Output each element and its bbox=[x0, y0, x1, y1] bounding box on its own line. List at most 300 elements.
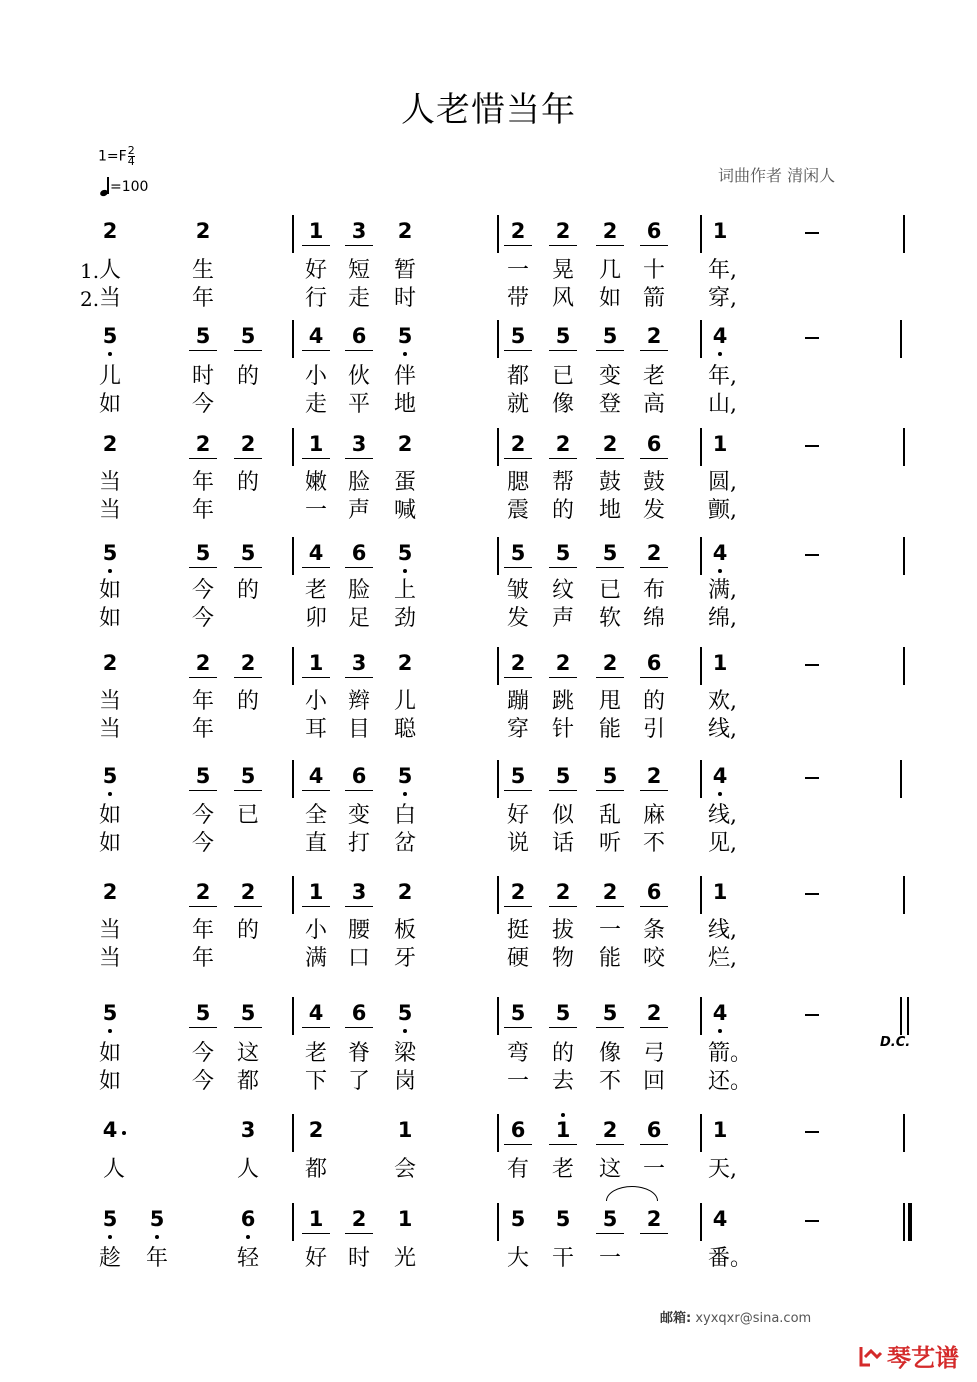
lyric-char: 乱 bbox=[598, 803, 621, 828]
lyric-char: 挺 bbox=[506, 918, 529, 943]
note-digit: 5 bbox=[195, 541, 211, 565]
lyric-char: 时 bbox=[191, 364, 214, 389]
low-octave-dot bbox=[403, 1029, 407, 1033]
lyric-char: 腮 bbox=[506, 470, 529, 495]
note-digit: 2 bbox=[102, 219, 118, 243]
lyric-char: 变 bbox=[347, 803, 370, 828]
lyric-char: 听 bbox=[598, 831, 621, 856]
lyric-char: 这 bbox=[236, 1041, 259, 1066]
note-digit: 5 bbox=[510, 1001, 526, 1025]
note-digit: 2 bbox=[510, 432, 526, 456]
note-digit: 2 bbox=[397, 219, 413, 243]
note-digit: 5 bbox=[510, 541, 526, 565]
note-digit: 5 bbox=[602, 1207, 618, 1231]
note bbox=[100, 764, 120, 788]
lyric-char: 有 bbox=[506, 1157, 529, 1182]
note-digit: 5 bbox=[102, 541, 118, 565]
lyric-char: 时 bbox=[393, 286, 416, 311]
lyric-char: 还。 bbox=[708, 1069, 753, 1094]
lyric-char: 绵, bbox=[708, 606, 737, 631]
lyric-char: 如 bbox=[598, 286, 621, 311]
lyric-char: 声 bbox=[347, 498, 370, 523]
double-bar-line bbox=[907, 997, 909, 1035]
note bbox=[306, 219, 326, 243]
note-digit: 6 bbox=[351, 541, 367, 565]
lyric-char: 小 bbox=[304, 918, 327, 943]
note bbox=[349, 432, 369, 456]
lyric-char: 时 bbox=[347, 1246, 370, 1271]
note bbox=[644, 651, 664, 675]
note bbox=[553, 764, 573, 788]
lyric-char: 脸 bbox=[347, 470, 370, 495]
note bbox=[553, 541, 573, 565]
note-digit: 2 bbox=[308, 1118, 324, 1142]
note-digit: 1 bbox=[712, 219, 728, 243]
lyric-char: 一 bbox=[598, 1246, 621, 1271]
note bbox=[553, 324, 573, 348]
lyric-char: 今 bbox=[191, 578, 214, 603]
lyric-char: 甩 bbox=[598, 689, 621, 714]
lyric-char: 今 bbox=[191, 803, 214, 828]
lyric-char: 伴 bbox=[393, 364, 416, 389]
note bbox=[508, 1207, 528, 1231]
lyric-char: 颤, bbox=[708, 498, 737, 523]
note-digit: 1 bbox=[308, 432, 324, 456]
lyric-char: 拔 bbox=[551, 918, 574, 943]
note bbox=[710, 764, 730, 788]
bar-line bbox=[497, 428, 499, 466]
lyric-char: 如 bbox=[98, 606, 121, 631]
lyric-line bbox=[0, 1041, 977, 1067]
lyric-char: 脊 bbox=[347, 1041, 370, 1066]
note-digit: 6 bbox=[351, 764, 367, 788]
note-digit: 2 bbox=[397, 651, 413, 675]
note-digit: 1 bbox=[397, 1207, 413, 1231]
note bbox=[193, 651, 213, 675]
lyric-char: 欢, bbox=[708, 689, 737, 714]
note bbox=[600, 880, 620, 904]
lyric-char: 年, bbox=[708, 364, 737, 389]
note-digit: 5 bbox=[102, 324, 118, 348]
lyric-line bbox=[0, 1157, 977, 1183]
low-octave-dot bbox=[718, 1029, 722, 1033]
bar-line bbox=[292, 1114, 294, 1152]
bar-line bbox=[292, 320, 294, 358]
lyric-char: 了 bbox=[347, 1069, 370, 1094]
note bbox=[710, 1001, 730, 1025]
note bbox=[306, 1001, 326, 1025]
lyric-char: 的 bbox=[236, 689, 259, 714]
lyric-char: 鼓 bbox=[642, 470, 665, 495]
bar-line bbox=[292, 215, 294, 253]
bar-line bbox=[292, 428, 294, 466]
note bbox=[193, 432, 213, 456]
lyric-char: 足 bbox=[347, 606, 370, 631]
low-octave-dot bbox=[718, 352, 722, 356]
note bbox=[508, 1001, 528, 1025]
note bbox=[349, 1207, 369, 1231]
lyric-char: 目 bbox=[347, 717, 370, 742]
lyric-char: 人 bbox=[98, 258, 121, 283]
note-digit: 5 bbox=[102, 1207, 118, 1231]
note-digit: 1 bbox=[308, 1207, 324, 1231]
notation-row bbox=[0, 997, 977, 1037]
note-digit: 4 bbox=[712, 1207, 728, 1231]
note-digit: 2 bbox=[195, 880, 211, 904]
lyric-char: 线, bbox=[708, 717, 737, 742]
lyric-char: 带 bbox=[506, 286, 529, 311]
note bbox=[395, 651, 415, 675]
lyric-char: 去 bbox=[551, 1069, 574, 1094]
note bbox=[238, 541, 258, 565]
note-digit: 4 bbox=[712, 324, 728, 348]
lyric-line bbox=[0, 286, 977, 312]
note-digit: 4 bbox=[308, 764, 324, 788]
lyric-char: 岗 bbox=[393, 1069, 416, 1094]
email-label: 邮箱: bbox=[660, 1311, 692, 1326]
note-digit: 5 bbox=[397, 1001, 413, 1025]
note-digit: 5 bbox=[102, 764, 118, 788]
lyric-char: 晃 bbox=[551, 258, 574, 283]
lyric-line bbox=[0, 258, 977, 284]
note bbox=[349, 324, 369, 348]
lyric-char: 蹦 bbox=[506, 689, 529, 714]
note-digit: 4 bbox=[308, 1001, 324, 1025]
lyric-char: 今 bbox=[191, 1041, 214, 1066]
lyric-char: 山, bbox=[708, 392, 737, 417]
lyric-char: 会 bbox=[393, 1157, 416, 1182]
note bbox=[600, 324, 620, 348]
lyric-char: 老 bbox=[304, 578, 327, 603]
note-digit: 4 bbox=[712, 1001, 728, 1025]
lyric-line bbox=[0, 392, 977, 418]
lyric-char: 的 bbox=[236, 918, 259, 943]
note-digit: 6 bbox=[646, 651, 662, 675]
extension-dash bbox=[805, 232, 819, 234]
final-bar-thin bbox=[903, 1203, 905, 1241]
note bbox=[395, 764, 415, 788]
note-digit: 5 bbox=[555, 324, 571, 348]
note bbox=[147, 1207, 167, 1231]
note bbox=[395, 1118, 415, 1142]
time-unit: 4 bbox=[127, 155, 135, 168]
lyric-char: 平 bbox=[347, 392, 370, 417]
lyric-char: 皱 bbox=[506, 578, 529, 603]
note bbox=[395, 1001, 415, 1025]
note bbox=[238, 764, 258, 788]
lyric-char: 绵 bbox=[642, 606, 665, 631]
bar-line bbox=[903, 876, 905, 914]
lyric-char: 的 bbox=[236, 470, 259, 495]
note bbox=[306, 764, 326, 788]
note-digit: 6 bbox=[510, 1118, 526, 1142]
note bbox=[100, 1118, 120, 1142]
lyric-char: 像 bbox=[598, 1041, 621, 1066]
note-digit: 5 bbox=[195, 1001, 211, 1025]
lyric-char: 小 bbox=[304, 364, 327, 389]
lyric-char: 跳 bbox=[551, 689, 574, 714]
lyric-char: 发 bbox=[506, 606, 529, 631]
note bbox=[508, 764, 528, 788]
note bbox=[644, 1118, 664, 1142]
key-signature bbox=[98, 146, 135, 167]
note bbox=[238, 880, 258, 904]
note bbox=[644, 764, 664, 788]
note-digit: 5 bbox=[602, 1001, 618, 1025]
note bbox=[710, 324, 730, 348]
note-digit: 6 bbox=[351, 1001, 367, 1025]
note-digit: 2 bbox=[102, 651, 118, 675]
note-digit: 5 bbox=[102, 1001, 118, 1025]
lyric-char: 都 bbox=[304, 1157, 327, 1182]
lyric-char: 箭。 bbox=[708, 1041, 753, 1066]
note bbox=[306, 541, 326, 565]
bar-line bbox=[497, 215, 499, 253]
lyric-char: 就 bbox=[506, 392, 529, 417]
lyric-char: 几 bbox=[598, 258, 621, 283]
lyric-char: 说 bbox=[506, 831, 529, 856]
note bbox=[193, 1001, 213, 1025]
note-digit: 1 bbox=[308, 880, 324, 904]
note bbox=[306, 880, 326, 904]
lyric-char: 风 bbox=[551, 286, 574, 311]
bar-line bbox=[700, 428, 702, 466]
note-digit: 2 bbox=[195, 651, 211, 675]
note bbox=[553, 1001, 573, 1025]
note-digit: 5 bbox=[555, 541, 571, 565]
low-octave-dot bbox=[246, 1235, 250, 1239]
note bbox=[553, 1207, 573, 1231]
song-title: 人老惜当年 bbox=[401, 90, 576, 130]
lyric-char: 大 bbox=[506, 1246, 529, 1271]
double-bar-line bbox=[900, 997, 902, 1035]
note bbox=[349, 541, 369, 565]
lyric-char: 年 bbox=[191, 689, 214, 714]
lyric-char: 老 bbox=[551, 1157, 574, 1182]
note bbox=[710, 1118, 730, 1142]
note-digit: 2 bbox=[510, 651, 526, 675]
bar-line bbox=[700, 320, 702, 358]
note-digit: 4 bbox=[712, 541, 728, 565]
lyric-char: 咬 bbox=[642, 946, 665, 971]
lyric-char: 已 bbox=[551, 364, 574, 389]
lyric-char: 板 bbox=[393, 918, 416, 943]
note-digit: 2 bbox=[555, 880, 571, 904]
time-signature bbox=[128, 146, 135, 167]
note-digit: 5 bbox=[240, 324, 256, 348]
note-digit: 2 bbox=[102, 880, 118, 904]
bar-line bbox=[903, 1114, 905, 1152]
lyric-char: 伙 bbox=[347, 364, 370, 389]
notation-row bbox=[0, 428, 977, 468]
tempo-marking bbox=[100, 176, 148, 196]
note bbox=[100, 880, 120, 904]
note-digit: 3 bbox=[351, 880, 367, 904]
note bbox=[600, 541, 620, 565]
lyric-line bbox=[0, 1246, 977, 1272]
lyric-char: 纹 bbox=[551, 578, 574, 603]
lyric-char: 软 bbox=[598, 606, 621, 631]
quarter-note-icon bbox=[100, 176, 110, 196]
bar-line bbox=[700, 876, 702, 914]
note bbox=[710, 1207, 730, 1231]
note-digit: 2 bbox=[555, 432, 571, 456]
lyric-char: 蛋 bbox=[393, 470, 416, 495]
note-digit: 2 bbox=[646, 324, 662, 348]
bar-line bbox=[497, 647, 499, 685]
note-digit: 5 bbox=[149, 1207, 165, 1231]
note bbox=[553, 880, 573, 904]
bar-line bbox=[292, 876, 294, 914]
lyric-line bbox=[0, 606, 977, 632]
lyric-char: 走 bbox=[347, 286, 370, 311]
notation-row bbox=[0, 876, 977, 916]
lyric-line bbox=[0, 689, 977, 715]
bar-line bbox=[900, 320, 902, 358]
lyric-char: 今 bbox=[191, 1069, 214, 1094]
lyric-line bbox=[0, 831, 977, 857]
lyric-char: 发 bbox=[642, 498, 665, 523]
lyric-char: 直 bbox=[304, 831, 327, 856]
note-digit: 2 bbox=[240, 651, 256, 675]
lyric-char: 话 bbox=[551, 831, 574, 856]
lyric-char: 震 bbox=[506, 498, 529, 523]
extension-dash bbox=[805, 1220, 819, 1222]
note-digit: 2 bbox=[195, 432, 211, 456]
lyric-char: 登 bbox=[598, 392, 621, 417]
lyric-char: 的 bbox=[551, 1041, 574, 1066]
lyric-char: 人 bbox=[102, 1157, 125, 1182]
lyric-line bbox=[0, 918, 977, 944]
notation-row bbox=[0, 1203, 977, 1243]
low-octave-dot bbox=[718, 792, 722, 796]
low-octave-dot bbox=[718, 569, 722, 573]
verse-number: 1. bbox=[80, 259, 100, 283]
lyric-char: 满 bbox=[304, 946, 327, 971]
note-digit: 6 bbox=[646, 432, 662, 456]
extension-dash bbox=[805, 445, 819, 447]
low-octave-dot bbox=[108, 569, 112, 573]
note bbox=[395, 219, 415, 243]
note-digit: 1 bbox=[555, 1118, 571, 1142]
lyric-char: 腰 bbox=[347, 918, 370, 943]
low-octave-dot bbox=[108, 1029, 112, 1033]
note-digit: 1 bbox=[308, 651, 324, 675]
note bbox=[395, 324, 415, 348]
lyric-char: 能 bbox=[598, 946, 621, 971]
note bbox=[349, 1001, 369, 1025]
note bbox=[508, 324, 528, 348]
note bbox=[193, 541, 213, 565]
lyric-char: 的 bbox=[236, 578, 259, 603]
lyric-char: 当 bbox=[98, 918, 121, 943]
lyric-char: 地 bbox=[393, 392, 416, 417]
note bbox=[644, 541, 664, 565]
lyric-char: 的 bbox=[551, 498, 574, 523]
note-digit: 2 bbox=[555, 219, 571, 243]
lyric-char: 这 bbox=[598, 1157, 621, 1182]
note bbox=[100, 324, 120, 348]
bar-line bbox=[700, 1203, 702, 1241]
lyric-char: 全 bbox=[304, 803, 327, 828]
note-digit: 2 bbox=[397, 880, 413, 904]
bar-line bbox=[497, 760, 499, 798]
extension-dash bbox=[805, 777, 819, 779]
lyric-char: 梁 bbox=[393, 1041, 416, 1066]
lyric-char: 年 bbox=[191, 918, 214, 943]
note bbox=[644, 324, 664, 348]
lyric-char: 小 bbox=[304, 689, 327, 714]
low-octave-dot bbox=[108, 1235, 112, 1239]
note bbox=[238, 324, 258, 348]
note-digit: 5 bbox=[397, 541, 413, 565]
slur bbox=[606, 1186, 658, 1201]
extension-dash bbox=[805, 893, 819, 895]
note bbox=[349, 764, 369, 788]
note bbox=[395, 880, 415, 904]
bar-line bbox=[903, 647, 905, 685]
bar-line bbox=[903, 537, 905, 575]
lyric-char: 生 bbox=[191, 258, 214, 283]
note bbox=[306, 432, 326, 456]
note-digit: 2 bbox=[602, 219, 618, 243]
note bbox=[508, 651, 528, 675]
lyric-char: 光 bbox=[393, 1246, 416, 1271]
note bbox=[306, 1207, 326, 1231]
bar-line bbox=[292, 760, 294, 798]
note bbox=[100, 432, 120, 456]
note-digit: 2 bbox=[195, 219, 211, 243]
bar-line bbox=[900, 760, 902, 798]
note-digit: 2 bbox=[555, 651, 571, 675]
lyric-char: 一 bbox=[506, 258, 529, 283]
bar-line bbox=[292, 537, 294, 575]
site-logo bbox=[858, 1338, 959, 1373]
lyric-char: 已 bbox=[598, 578, 621, 603]
lyric-char: 年 bbox=[191, 470, 214, 495]
note-digit: 5 bbox=[555, 1001, 571, 1025]
note-digit: 2 bbox=[240, 432, 256, 456]
note-digit: 1 bbox=[712, 1118, 728, 1142]
note bbox=[100, 1207, 120, 1231]
note-digit: 3 bbox=[351, 432, 367, 456]
lyric-char: 当 bbox=[98, 498, 121, 523]
lyric-char: 短 bbox=[347, 258, 370, 283]
low-octave-dot bbox=[403, 792, 407, 796]
lyric-char: 穿 bbox=[506, 717, 529, 742]
note-digit: 4 bbox=[308, 324, 324, 348]
note-digit: 5 bbox=[397, 324, 413, 348]
composer-credit: 词曲作者 清闲人 bbox=[718, 166, 836, 185]
note-digit: 4 bbox=[102, 1118, 118, 1142]
lyric-char: 似 bbox=[551, 803, 574, 828]
lyric-line bbox=[0, 946, 977, 972]
lyric-char: 都 bbox=[506, 364, 529, 389]
note-digit: 2 bbox=[646, 1001, 662, 1025]
note bbox=[644, 432, 664, 456]
note-digit: 2 bbox=[240, 880, 256, 904]
low-octave-dot bbox=[403, 569, 407, 573]
lyric-char: 都 bbox=[236, 1069, 259, 1094]
lyric-char: 劲 bbox=[393, 606, 416, 631]
note-digit: 5 bbox=[602, 324, 618, 348]
lyric-char: 如 bbox=[98, 578, 121, 603]
lyric-char: 儿 bbox=[393, 689, 416, 714]
bar-line bbox=[292, 997, 294, 1035]
note-digit: 6 bbox=[351, 324, 367, 348]
lyric-char: 行 bbox=[304, 286, 327, 311]
lyric-char: 的 bbox=[642, 689, 665, 714]
